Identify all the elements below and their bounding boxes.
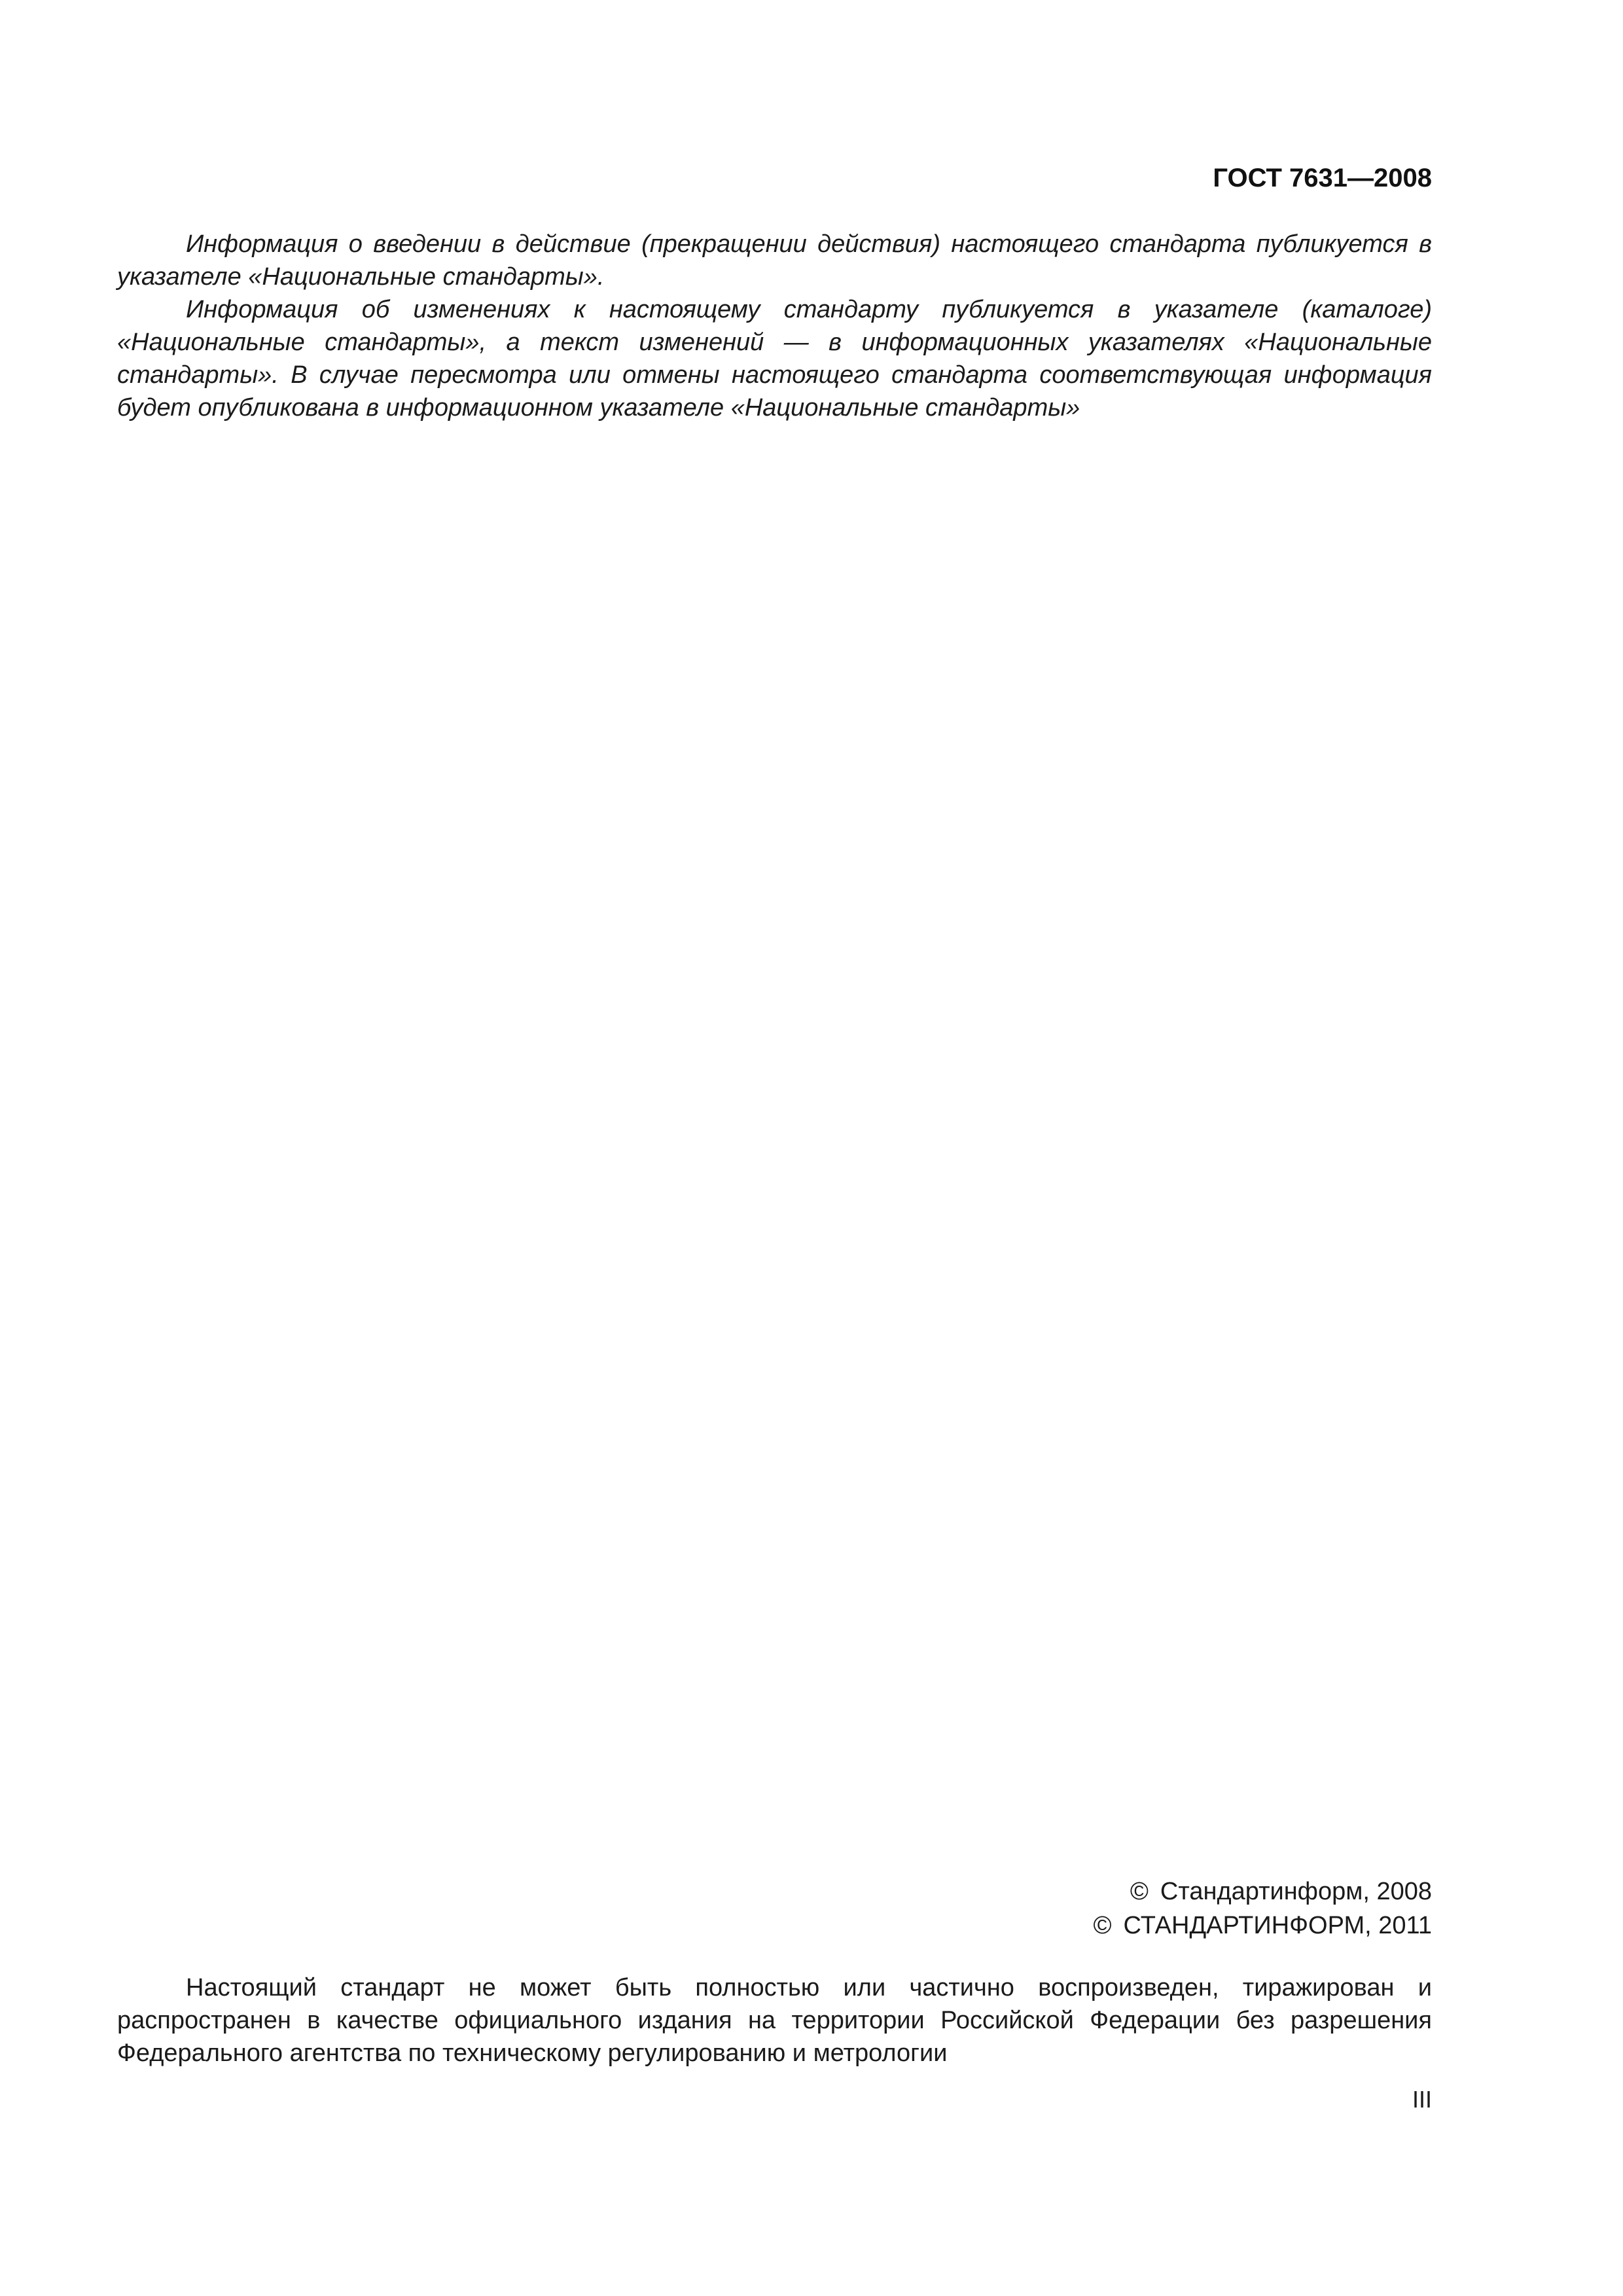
copyright-symbol: © [1093, 1912, 1112, 1939]
info-paragraph-introduction: Информация о введении в действие (прекращении действия) настоящего стандарта публикуется в указателе «Национальные стандарты». [117, 230, 1432, 291]
page-number: III [1412, 2086, 1432, 2113]
publication-info-block [117, 228, 1432, 424]
copyright-symbol: © [1130, 1878, 1149, 1905]
info-paragraph-amendments: Информация об изменениях к настоящему стандарту публикуется в указателе (каталоге) «Национальные стандарты», а текст изменений — в информационных указателях «Национальные стандарты». В случае пересмотра или отмены настоящего стандарта соответствующая информация будет опубликована в информационном указателе «Национальные стандарты» [117, 296, 1432, 422]
copyright-block [1094, 1874, 1432, 1943]
copyright-line-2008 [1094, 1874, 1432, 1909]
reproduction-notice: Настоящий стандарт не может быть полностью или частично воспроизведен, тиражирован и распространен в качестве официального издания на территории Российской Федерации без разрешения Федерального агентства по техническому регулированию и метрологии [117, 1974, 1432, 2067]
document-code-header: ГОСТ 7631—2008 [1213, 164, 1432, 192]
copyright-line-2011 [1094, 1909, 1432, 1943]
copyright-text-2011: СТАНДАРТИНФОРМ, 2011 [1123, 1912, 1432, 1939]
copyright-text-2008: Стандартинформ, 2008 [1160, 1878, 1432, 1905]
